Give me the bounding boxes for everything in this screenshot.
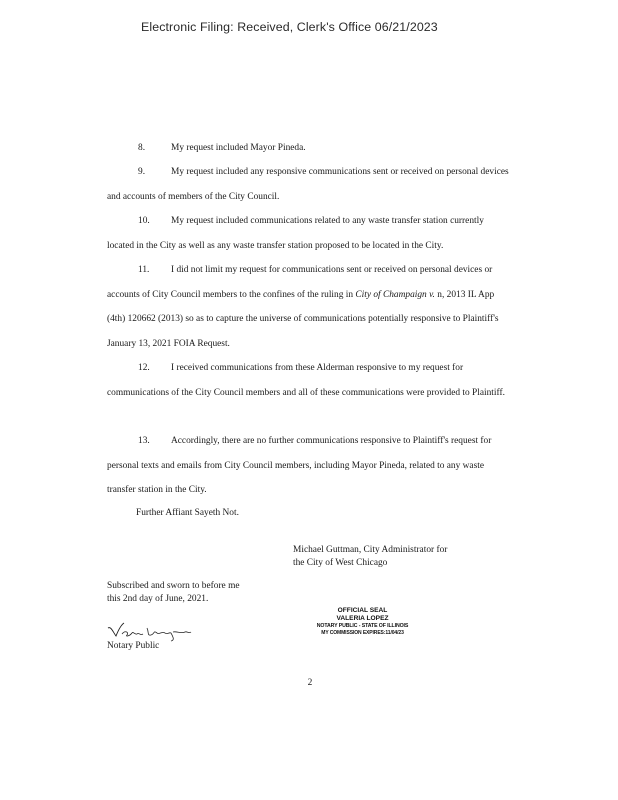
seal-line-4: MY COMMISSION EXPIRES:11/04/23 — [321, 630, 404, 636]
jurat-line-2: this 2nd day of June, 2021. — [107, 593, 209, 604]
signatory-line-2: the City of West Chicago — [293, 557, 388, 568]
seal-line-3: NOTARY PUBLIC - STATE OF ILLINOIS — [316, 623, 409, 629]
paragraph-number: 10. — [138, 216, 150, 226]
paragraph-text: My request included Mayor Pineda. — [171, 143, 306, 153]
paragraph-text: I received communications from these Alderman responsive to my request for communications of the City Council members and all of these communications were provided to Plaintiff. — [107, 363, 505, 398]
paragraph-13 — [107, 429, 510, 503]
paragraph-number: 12. — [138, 363, 150, 373]
paragraph-text: My request included any responsive communications sent or received on personal devices and accounts of members of the City Council. — [107, 167, 509, 202]
case-citation-tail: n, — [434, 289, 445, 300]
jurat-line-1: Subscribed and sworn to before me — [107, 581, 240, 591]
paragraph-text-cont: 2013 IL App (4th) 120662 (2013) so as to capture the universe of communications potentially responsive to Plaintiff's January 13, 2021 FOIA Request. — [107, 289, 499, 349]
signatory-line-1: Michael Guttman, City Administrator for — [293, 545, 448, 555]
notary-label: Notary Public — [107, 641, 160, 651]
paragraph-text: My request included communications related to any waste transfer station currently located in the City as well as any waste transfer station proposed to be located in the City. — [107, 216, 484, 251]
seal-line-2: VALERIA LOPEZ — [336, 615, 389, 622]
paragraph-number: 9. — [138, 167, 146, 177]
filing-stamp: Electronic Filing: Received, Clerk's Office 06/21/2023 — [141, 20, 438, 34]
paragraph-number: 8. — [138, 143, 146, 153]
case-citation: City of Champaign v. — [355, 289, 435, 300]
paragraph-11 — [107, 258, 510, 356]
paragraph-12 — [107, 356, 510, 405]
paragraph-number: 11. — [138, 265, 150, 275]
paragraph-text: Accordingly, there are no further communications responsive to Plaintiff's request for personal texts and emails from City Council members, including Mayor Pineda, related to any waste transfer station in the City. — [107, 436, 492, 495]
paragraph-text: I did not limit my request for communications sent or received on personal devices or accounts of City Council members to the confines of the ruling in — [107, 265, 493, 300]
signatory-block — [293, 544, 447, 569]
paragraph-8 — [107, 136, 510, 161]
page-number: 2 — [307, 678, 313, 688]
notary-signature — [105, 620, 195, 642]
paragraph-9 — [107, 160, 510, 209]
jurat — [107, 580, 240, 605]
paragraph-10 — [107, 209, 510, 258]
closing-statement: Further Affiant Sayeth Not. — [136, 508, 239, 518]
notary-seal — [300, 607, 425, 637]
paragraph-number: 13. — [138, 436, 150, 446]
seal-line-1: OFFICIAL SEAL — [337, 607, 388, 614]
